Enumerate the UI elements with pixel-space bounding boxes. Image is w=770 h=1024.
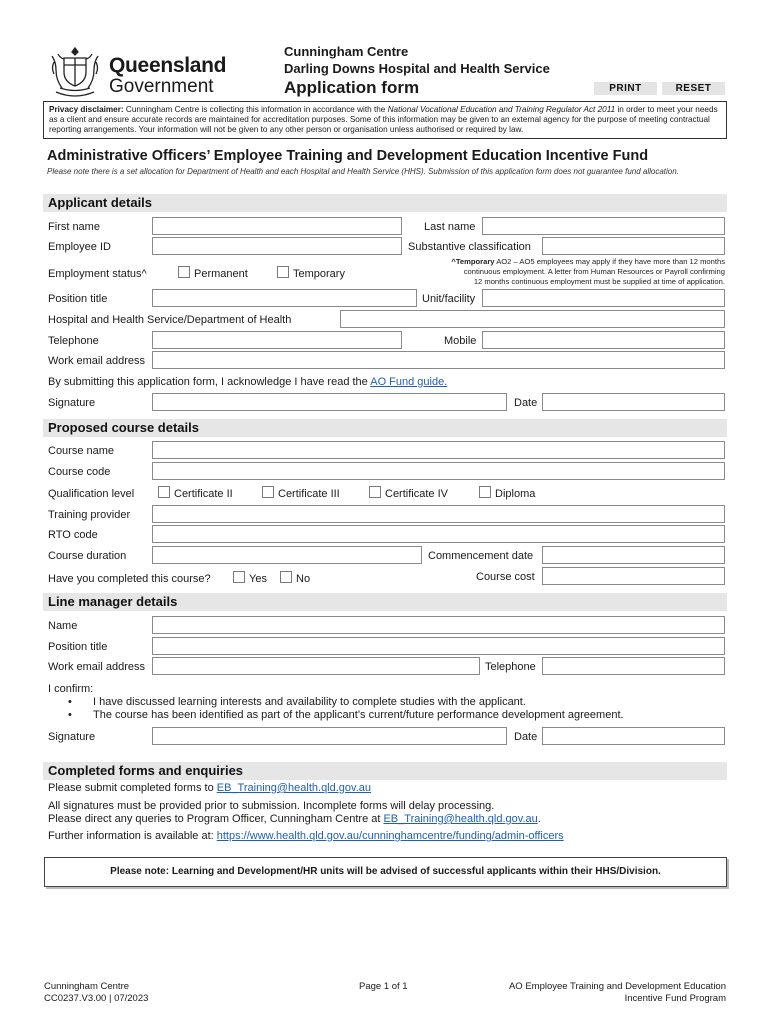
work-email-label: Work email address — [48, 355, 145, 367]
temporary-checkbox[interactable] — [277, 266, 289, 278]
footer-program-line-1: AO Employee Training and Development Education — [508, 981, 726, 992]
applicant-date-label: Date — [514, 397, 538, 409]
mobile-label: Mobile — [444, 335, 477, 347]
course-cost-label: Course cost — [476, 571, 535, 583]
section-course-details: Proposed course details — [43, 419, 727, 437]
manager-name-input[interactable] — [152, 616, 725, 634]
substantive-classification-label: Substantive classification — [408, 241, 531, 253]
telephone-input[interactable] — [152, 331, 402, 349]
employee-id-label: Employee ID — [48, 241, 111, 253]
footer-program-line-2: Incentive Fund Program — [624, 993, 726, 1004]
footer-version: CC0237.V3.00 | 07/2023 — [44, 993, 149, 1004]
diploma-checkbox[interactable] — [479, 486, 491, 498]
course-cost-input[interactable] — [542, 567, 725, 585]
completed-yes-checkbox[interactable] — [233, 571, 245, 583]
privacy-label: Privacy disclaimer: — [49, 105, 124, 114]
manager-date-label: Date — [514, 731, 538, 743]
manager-date-input[interactable] — [542, 727, 725, 745]
manager-email-input[interactable] — [152, 657, 480, 675]
footer-program — [430, 981, 726, 1005]
fund-note: Please note there is a set allocation for Department of Health and each Hospital and Health Service (HHS). Submission of this application form does not guarantee fund allocation. — [47, 167, 679, 176]
confirm-bullet-2: • — [68, 709, 72, 721]
certificate-ii-label: Certificate II — [174, 488, 233, 500]
first-name-input[interactable] — [152, 217, 402, 235]
hhs-label: Hospital and Health Service/Department of Health — [48, 314, 292, 326]
certificate-iii-label: Certificate III — [278, 488, 340, 500]
last-name-label: Last name — [424, 221, 476, 233]
temporary-note-line-2: continuous employment. A letter from Human Resources or Payroll confirming — [463, 267, 725, 276]
course-name-input[interactable] — [152, 441, 725, 459]
course-duration-label: Course duration — [48, 550, 127, 562]
certificate-iii-checkbox[interactable] — [262, 486, 274, 498]
rto-code-input[interactable] — [152, 525, 725, 543]
manager-name-label: Name — [48, 620, 78, 632]
manager-telephone-label: Telephone — [485, 661, 536, 673]
commencement-date-input[interactable] — [542, 546, 725, 564]
admin-officers-link[interactable]: https://www.health.qld.gov.au/cunninghamcentre/funding/admin-officers — [216, 830, 564, 842]
privacy-text-1: Cunningham Centre is collecting this information in accordance with the — [123, 105, 388, 114]
print-button[interactable]: PRINT — [594, 82, 657, 95]
queries-text: Please direct any queries to Program Officer, Cunningham Centre at — [48, 813, 384, 825]
ao-fund-guide-link[interactable]: AO Fund guide. — [370, 376, 448, 388]
completed-no-label: No — [296, 573, 311, 585]
submit-instructions — [48, 782, 371, 795]
section-completed-forms: Completed forms and enquiries — [43, 762, 727, 780]
applicant-signature-label: Signature — [48, 397, 96, 409]
acknowledgement-statement: By submitting this application form, I acknowledge I have read the — [48, 376, 371, 388]
queries-instructions — [48, 813, 541, 826]
work-email-input[interactable] — [152, 351, 725, 369]
applicant-signature-input[interactable] — [152, 393, 507, 411]
reset-button[interactable]: RESET — [662, 82, 725, 95]
logo-wordmark-government: Government — [109, 76, 214, 97]
fund-title: Administrative Officers’ Employee Training and Development Education Incentive Fund — [47, 148, 649, 164]
confirm-item-2: The course has been identified as part of the applicant’s current/future performance development agreement. — [93, 709, 624, 721]
certificate-ii-checkbox[interactable] — [158, 486, 170, 498]
rto-code-label: RTO code — [48, 529, 98, 541]
footer-page-number: Page 1 of 1 — [359, 981, 408, 992]
temporary-note-line-1: AO2 – AO5 employees may apply if they have more than 12 months — [494, 257, 725, 266]
unit-facility-input[interactable] — [482, 289, 725, 307]
course-code-input[interactable] — [152, 462, 725, 480]
certificate-iv-checkbox[interactable] — [369, 486, 381, 498]
confirm-item-1: I have discussed learning interests and availability to complete studies with the applicant. — [93, 696, 526, 708]
commencement-date-label: Commencement date — [428, 550, 534, 562]
logo-wordmark-queensland: Queensland — [109, 54, 227, 77]
substantive-classification-input[interactable] — [542, 237, 725, 255]
notice-text: Please note: Learning and Development/HR units will be advised of successful applicants within their HHS/Division. — [110, 866, 661, 877]
form-title: Application form — [284, 78, 420, 97]
signatures-note: All signatures must be provided prior to submission. Incomplete forms will delay processing. — [48, 800, 495, 812]
manager-signature-input[interactable] — [152, 727, 507, 745]
temporary-note-label: ^Temporary — [451, 257, 495, 266]
training-provider-input[interactable] — [152, 505, 725, 523]
privacy-text-2: in order to meet your needs as a client and ensure accurate records are maintained for accreditation purposes. Some of this information may be given to an external agency for the purpose of meeting contractual reporting arrangements. Your information will not be given to any other person or organisation unless authorised or required by law. — [49, 105, 718, 134]
position-title-label: Position title — [48, 293, 108, 305]
applicant-date-input[interactable] — [542, 393, 725, 411]
section-line-manager: Line manager details — [43, 593, 727, 611]
submit-email-link[interactable]: EB_Training@health.qld.gov.au — [216, 782, 372, 794]
notice-box — [44, 857, 727, 887]
manager-signature-label: Signature — [48, 731, 96, 743]
diploma-label: Diploma — [495, 488, 536, 500]
privacy-disclaimer — [43, 101, 727, 139]
completed-yes-label: Yes — [249, 573, 267, 585]
privacy-act: National Vocational Education and Training Regulator Act 2011 — [387, 105, 616, 114]
certificate-iv-label: Certificate IV — [385, 488, 448, 500]
qualification-level-label: Qualification level — [48, 488, 135, 500]
first-name-label: First name — [48, 221, 100, 233]
temporary-label: Temporary — [293, 268, 345, 280]
employment-status-label: Employment status^ — [48, 268, 147, 280]
acknowledgement-text — [48, 376, 447, 389]
employee-id-input[interactable] — [152, 237, 402, 255]
queries-email-link[interactable]: EB_Training@health.qld.gov.au — [383, 813, 538, 825]
unit-facility-label: Unit/facility — [422, 293, 476, 305]
completed-no-checkbox[interactable] — [280, 571, 292, 583]
permanent-label: Permanent — [194, 268, 248, 280]
course-duration-input[interactable] — [152, 546, 422, 564]
coat-of-arms-icon — [46, 44, 104, 100]
further-information — [48, 830, 564, 843]
confirm-label: I confirm: — [48, 683, 94, 695]
temporary-note — [396, 257, 725, 287]
mobile-input[interactable] — [482, 331, 725, 349]
footer-org: Cunningham Centre — [44, 981, 130, 992]
permanent-checkbox[interactable] — [178, 266, 190, 278]
last-name-input[interactable] — [482, 217, 725, 235]
manager-position-label: Position title — [48, 641, 108, 653]
hhs-input[interactable] — [340, 310, 725, 328]
completed-course-label: Have you completed this course? — [48, 573, 211, 585]
course-code-label: Course code — [48, 466, 111, 478]
manager-telephone-input[interactable] — [542, 657, 725, 675]
confirm-bullet-1: • — [68, 696, 72, 708]
org-service: Darling Downs Hospital and Health Service — [284, 61, 550, 76]
temporary-note-line-3: 12 months continuous employment must be supplied at time of application. — [473, 277, 725, 286]
submit-text: Please submit completed forms to — [48, 782, 217, 794]
org-name: Cunningham Centre — [284, 44, 409, 59]
manager-email-label: Work email address — [48, 661, 145, 673]
queries-end: . — [537, 813, 541, 825]
section-applicant-details: Applicant details — [43, 194, 727, 212]
course-name-label: Course name — [48, 445, 115, 457]
manager-position-input[interactable] — [152, 637, 725, 655]
further-text: Further information is available at: — [48, 830, 217, 842]
position-title-input[interactable] — [152, 289, 417, 307]
training-provider-label: Training provider — [48, 509, 131, 521]
telephone-label: Telephone — [48, 335, 99, 347]
qld-government-logo — [46, 44, 227, 100]
